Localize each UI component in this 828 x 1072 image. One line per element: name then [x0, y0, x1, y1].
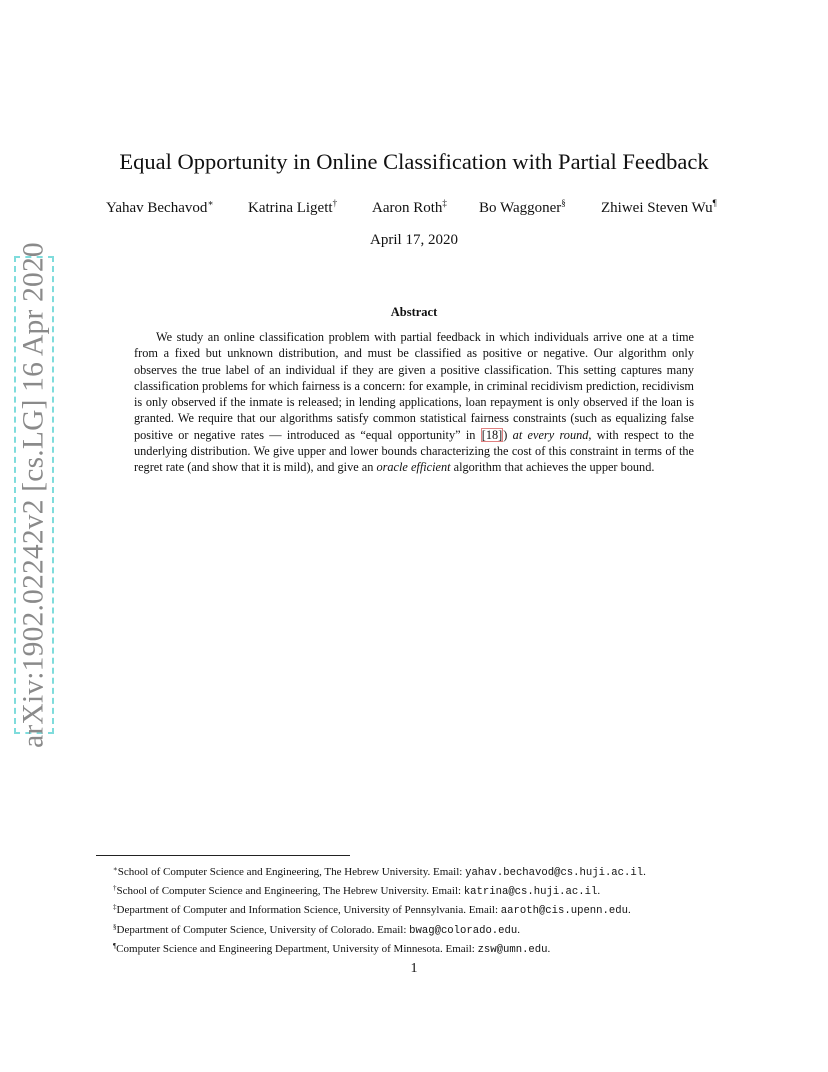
- footnote-end: .: [547, 942, 551, 955]
- abstract-text: algorithm that achieves the upper bound.: [450, 460, 655, 475]
- footnote-text: Department of Computer and Information Science, University of Pennsylvania. Email:: [116, 904, 501, 917]
- author-1: [106, 198, 214, 217]
- footnote-mark: ∗: [207, 198, 214, 208]
- footnote-end: .: [643, 866, 646, 878]
- arxiv-identifier: arXiv:1902.02242v2 [cs.LG] 16 Apr 2020: [17, 242, 50, 748]
- citation-link[interactable]: [18]: [481, 427, 503, 442]
- footnote-mark: †: [332, 198, 338, 208]
- footnote-mark: §: [113, 922, 117, 931]
- footnote-end: .: [597, 885, 601, 898]
- footnote-item: [113, 881, 753, 900]
- abstract-text: , with respect to the underlying distribution. We give upper and lower bounds characterizing the cost of this constraint in terms of the regret rate (and show that it is mild), and give an: [134, 427, 694, 475]
- footnote-end: .: [627, 904, 631, 917]
- abstract-body: [134, 329, 694, 476]
- footnote-text: Computer Science and Engineering Department, University of Minnesota. Email:: [116, 942, 478, 955]
- author-name: Zhiwei Steven Wu: [601, 200, 713, 216]
- footnote-mark: ‡: [442, 198, 447, 208]
- abstract-text: ): [503, 427, 513, 442]
- footnote-mark: ¶: [712, 198, 717, 208]
- author-name: Yahav Bechavod: [106, 200, 208, 216]
- footnote-item: [113, 939, 753, 958]
- footnote-email: katrina@cs.huji.ac.il: [463, 886, 598, 899]
- author-3: [372, 198, 447, 217]
- author-2: [248, 198, 337, 217]
- paper-date: April 17, 2020: [370, 232, 458, 248]
- abstract-emphasis: oracle efficient: [376, 460, 451, 475]
- footnote-item: [113, 920, 753, 939]
- footnote-item: [113, 862, 753, 881]
- page-number: 1: [410, 961, 418, 976]
- author-name: Bo Waggoner: [479, 200, 562, 216]
- footnote-mark: ‡: [113, 903, 117, 912]
- footnote-email: zsw@umn.edu: [477, 943, 548, 956]
- footnote-text: School of Computer Science and Engineering, The Hebrew University. Email:: [116, 885, 464, 898]
- footnote-email: yahav.bechavod@cs.huji.ac.il: [465, 867, 644, 879]
- footnote-item: [113, 900, 753, 919]
- footnote-mark: ¶: [113, 941, 117, 950]
- footnote-text: School of Computer Science and Engineering, The Hebrew University. Email:: [117, 866, 466, 878]
- footnote-divider: [96, 855, 350, 856]
- footnote-email: bwag@colorado.edu: [409, 924, 518, 937]
- abstract-emphasis: at every round: [512, 427, 589, 442]
- author-name: Katrina Ligett: [248, 200, 333, 216]
- footnote-end: .: [517, 923, 520, 936]
- author-5: [601, 198, 717, 217]
- footnote-mark: ∗: [113, 865, 118, 873]
- author-name: Aaron Roth: [372, 200, 443, 216]
- footnote-mark: §: [561, 198, 566, 208]
- footnote-email: aaroth@cis.upenn.edu: [500, 905, 628, 918]
- footnotes: [113, 862, 753, 958]
- author-4: [479, 198, 566, 217]
- paper-title: Equal Opportunity in Online Classification with Partial Feedback: [119, 149, 709, 174]
- abstract-text: We study an online classification problem with partial feedback in which individuals arrive one at a time from a fixed but unknown distribution, and must be classified as positive or negative. Our algorithm only observes the true label of an individual if they are given a positive classification. This setting captures many classification problems for which fairness is a concern: for example, in criminal recidivism prediction, recidivism is only observed if the inmate is released; in lending applications, loan repayment is only observed if the loan is granted. We require that our algorithms satisfy common statistical fairness constraints (such as equalizing false positive or negative rates — introduced as “equal opportunity” in: [134, 330, 694, 442]
- footnote-mark: †: [113, 884, 117, 893]
- footnote-text: Department of Computer Science, University of Colorado. Email:: [116, 923, 410, 936]
- abstract-heading: Abstract: [390, 305, 438, 319]
